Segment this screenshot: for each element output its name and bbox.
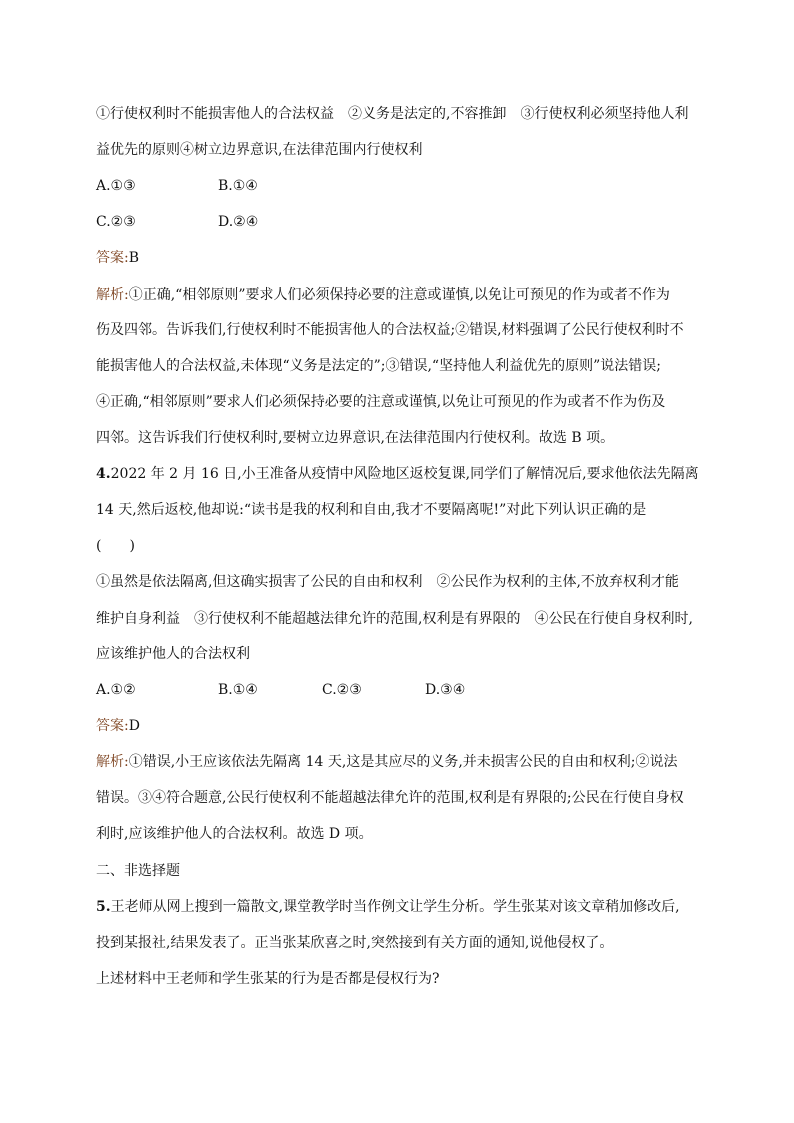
q3-option-b: B.①④: [218, 178, 258, 194]
answer-value: B: [128, 250, 140, 266]
analysis-text: ①正确,“相邻原则”要求人们必须保持必要的注意或谨慎,以免让可预见的作为或者不作为: [128, 287, 670, 303]
q5-stem-line-1: [96, 897, 680, 917]
q3-analysis-line-4: ④正确,“相邻原则”要求人们必须保持必要的注意或谨慎,以免让可预见的作为或者不作为伤及: [96, 394, 666, 410]
q4-statement-line-3: 应该维护他人的合法权利: [96, 646, 250, 662]
q3-analysis-line-5: 四邻。这告诉我们行使权利时,要树立边界意识,在法律范围内行使权利。故选 B 项。: [96, 430, 615, 446]
analysis-text: ①错误,小王应该依法先隔离 14 天,这是其应尽的义务,并未损害公民的自由和权利;②说法: [128, 754, 678, 770]
q3-statement-line-2: 益优先的原则④树立边界意识,在法律范围内行使权利: [96, 142, 423, 158]
q4-stem-line-2: 14 天,然后返校,他却说:“读书是我的权利和自由,我才不要隔离呢!”对此下列认识正确的是: [96, 502, 647, 518]
q4-stem-text: 2022 年 2 月 16 日,小王准备从疫情中风险地区返校复课,同学们了解情况后,要求他依法先隔离: [110, 466, 699, 482]
q3-analysis-line-3: 能损害他人的合法权益,未体现“义务是法定的”;③错误,“坚持他人利益优先的原则”说法错误;: [96, 358, 661, 374]
q3-option-a: A.①③: [96, 178, 136, 194]
analysis-label: 解析:: [96, 754, 129, 770]
question-number: 5.: [96, 899, 111, 915]
question-number: 4.: [96, 466, 111, 482]
q4-answer: [96, 716, 140, 736]
answer-label: 答案:: [96, 718, 129, 734]
q3-option-c: C.②③: [96, 214, 136, 230]
q3-analysis-line-2: 伤及四邻。告诉我们,行使权利时不能损害他人的合法权益;②错误,材料强调了公民行使权利时不: [96, 322, 684, 338]
q4-option-c: C.②③: [322, 682, 362, 698]
q4-statement-line-1: ①虽然是依法隔离,但这确实损害了公民的自由和权利 ②公民作为权利的主体,不放弃权利才能: [96, 574, 679, 590]
q3-statement-line-1: ①行使权利时不能损害他人的合法权益 ②义务是法定的,不容推卸 ③行使权利必须坚持他人利: [96, 106, 689, 122]
section-heading: 二、非选择题: [96, 863, 180, 879]
q4-option-a: A.①②: [96, 682, 136, 698]
q3-answer: [96, 248, 139, 268]
q4-analysis-line-2: 错误。③④符合题意,公民行使权利不能超越法律允许的范围,权利是有界限的;公民在行使自身权: [96, 790, 684, 806]
q3-option-d: D.②④: [218, 214, 259, 230]
answer-label: 答案:: [96, 250, 129, 266]
q3-analysis-line-1: [96, 285, 670, 305]
q5-stem-line-2: 投到某报社,结果发表了。正当张某欣喜之时,突然接到有关方面的通知,说他侵权了。: [96, 935, 614, 951]
q4-option-d: D.③④: [425, 682, 466, 698]
q5-stem-text: 王老师从网上搜到一篇散文,课堂教学时当作例文让学生分析。学生张某对该文章稍加修改后,: [110, 899, 680, 915]
answer-value: D: [128, 718, 140, 734]
q4-option-b: B.①④: [218, 682, 258, 698]
q4-statement-line-2: 维护自身利益 ③行使权利不能超越法律允许的范围,权利是有界限的 ④公民在行使自身权利时,: [96, 611, 693, 627]
q4-analysis-line-1: [96, 752, 678, 772]
q5-question: 上述材料中王老师和学生张某的行为是否都是侵权行为?: [96, 971, 440, 987]
analysis-label: 解析:: [96, 287, 129, 303]
q4-answer-paren: ( ): [96, 538, 135, 554]
q4-analysis-line-3: 利时,应该维护他人的合法权利。故选 D 项。: [96, 826, 373, 842]
q4-stem-line-1: [96, 464, 699, 484]
